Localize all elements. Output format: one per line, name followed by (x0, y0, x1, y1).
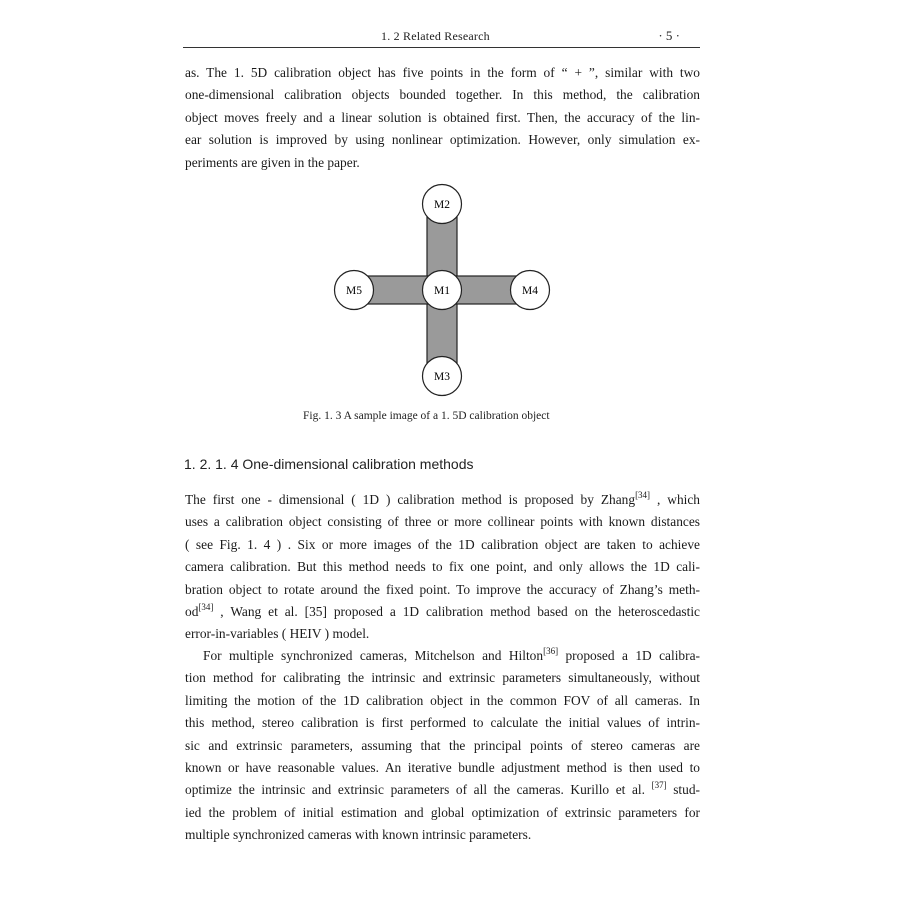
citation: [37] (651, 780, 667, 791)
citation: [34] (635, 490, 651, 500)
text-line: ( see Fig. 1. 4 ) . Six or more images of the 1D calibration object are taken to achieve (185, 536, 700, 552)
point-m5-label: M5 (346, 285, 362, 297)
text-line: For multiple synchronized cameras, Mitchelson and Hilton[36] proposed a 1D calibra- (203, 646, 700, 663)
citation: [36] (543, 646, 559, 656)
text-line: as. The 1. 5D calibration object has five points in the form of “ + ”, similar with two (185, 65, 700, 80)
text-line: one-dimensional calibration objects bounded together. In this method, the calibration (185, 87, 700, 103)
text-line: camera calibration. But this method needs to fix one point, and only allows the 1D cali- (185, 559, 700, 575)
point-m1 (423, 271, 462, 310)
text-line: od[34] , Wang et al. [35] proposed a 1D calibration method based on the heteroscedastic (185, 602, 700, 620)
text-line: ied the problem of initial estimation and global optimization of extrinsic parameters for (185, 804, 700, 820)
paragraph-1 (185, 62, 700, 174)
text-line: optimize the intrinsic and extrinsic parameters of all the cameras. Kurillo et al. [37] stud- (185, 780, 700, 798)
citation: [34] (198, 602, 214, 613)
page-number: · 5 · (658, 28, 680, 43)
figure-caption: Fig. 1. 3 A sample image of a 1. 5D calibration object (303, 410, 550, 422)
header-rule (183, 47, 700, 48)
text-line: error-in-variables ( HEIV ) model. (185, 626, 370, 642)
point-m4 (511, 271, 550, 310)
text-line: periments are given in the paper. (185, 154, 360, 170)
point-m3-label: M3 (434, 371, 450, 383)
calibration-object-figure (330, 182, 554, 398)
page-header (183, 27, 700, 45)
text-line: The first one - dimensional ( 1D ) calibration method is proposed by Zhang[34] , which (185, 490, 700, 507)
paragraph-3 (185, 645, 700, 847)
point-m5 (335, 271, 374, 310)
point-m2-label: M2 (434, 199, 450, 211)
text-line: bration object to rotate around the fixed point. To improve the accuracy of Zhang’s meth- (185, 581, 700, 597)
point-m4-label: M4 (522, 285, 538, 297)
paragraph-2 (185, 489, 700, 646)
text-line: uses a calibration object consisting of three or more collinear points with known distances (185, 514, 700, 530)
text-line: known or have reasonable values. An iterative bundle adjustment method is then used to (185, 760, 700, 776)
text-line: tion method for calibrating the intrinsic and extrinsic parameters simultaneously, without (185, 670, 700, 686)
section-heading: 1. 2. 1. 4 One-dimensional calibration methods (184, 456, 474, 472)
text-line: multiple synchronized cameras with known intrinsic parameters. (185, 827, 532, 843)
text-line: sic and extrinsic parameters, assuming that the principal points of stereo cameras are (185, 737, 700, 753)
text-line: limiting the motion of the 1D calibration object in the common FOV of all cameras. In (185, 692, 700, 708)
point-m1-label: M1 (434, 285, 450, 297)
text-line: ear solution is improved by using nonlinear optimization. However, only simulation ex- (185, 132, 700, 148)
text-line: this method, stereo calibration is first performed to calculate the initial values of intrin- (185, 715, 700, 731)
point-m3 (423, 357, 462, 396)
figure-svg (330, 182, 554, 398)
text-line: object moves freely and a linear solution is obtained first. Then, the accuracy of the lin- (185, 109, 700, 125)
point-m2 (423, 185, 462, 224)
running-section-title: 1. 2 Related Research (381, 29, 490, 43)
